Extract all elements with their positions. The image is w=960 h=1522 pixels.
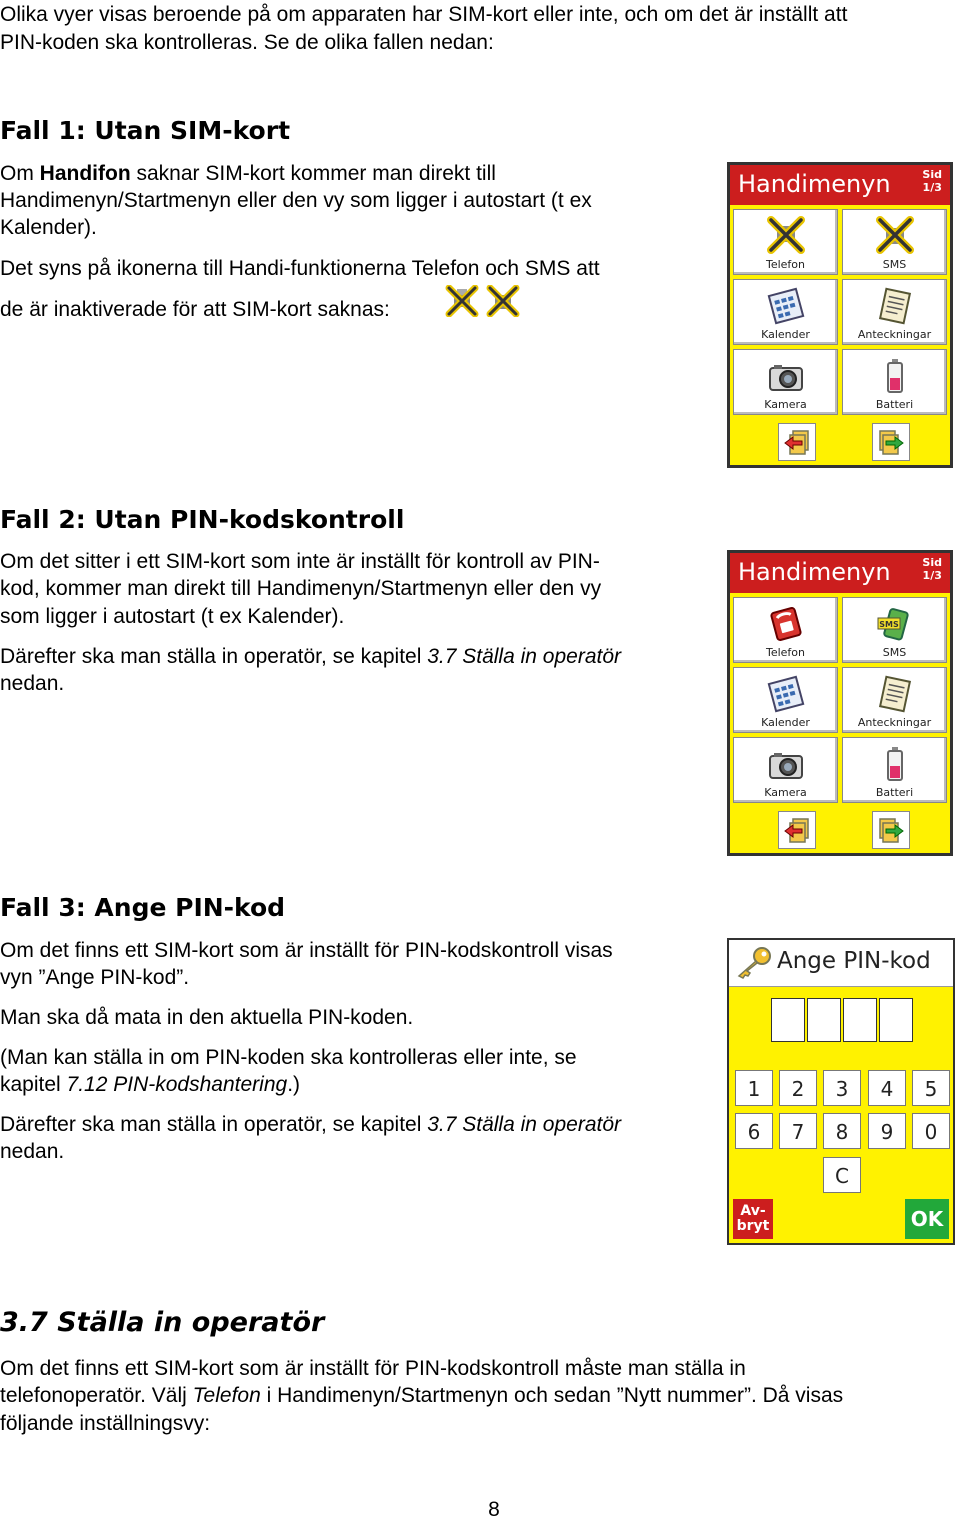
pin-digit-1: [771, 998, 805, 1042]
case1-p1-line1: Om Handifon saknar SIM-kort kommer man direkt till: [0, 162, 496, 185]
section37-line2: telefonoperatör. Välj Telefon i Handimenyn/Startmenyn och sedan ”Nytt nummer”. Då visas: [0, 1384, 844, 1407]
arrow-left-icon: [782, 815, 812, 845]
case3-p2: Man ska då mata in den aktuella PIN-koden.: [0, 1006, 414, 1029]
case3-p4-line1: Därefter ska man ställa in operatör, se kapitel 3.7 Ställa in operatör: [0, 1113, 622, 1136]
case1-p2-line2: de är inaktiverade för att SIM-kort saknas:: [0, 298, 390, 321]
case2-p1-line3: som ligger i autostart (t ex Kalender).: [0, 605, 345, 628]
case1-p2-line1: Det syns på ikonerna till Handi-funktionerna Telefon och SMS att: [0, 257, 600, 280]
menu-title: Handimenyn: [738, 558, 891, 586]
battery-icon: [875, 744, 915, 784]
key-7[interactable]: 7: [779, 1113, 817, 1149]
tile-kalender[interactable]: Kalender: [733, 279, 838, 345]
arrow-left-icon: [782, 427, 812, 457]
key-icon: [735, 946, 773, 980]
notes-icon: [875, 286, 915, 326]
case3-p3-line2: kapitel 7.12 PIN-kodshantering.): [0, 1073, 301, 1096]
svg-text:SMS: SMS: [878, 620, 899, 629]
case2-p2-line1: Därefter ska man ställa in operatör, se kapitel 3.7 Ställa in operatör: [0, 645, 622, 668]
notes-icon: [875, 674, 915, 714]
intro-line-2: PIN-koden ska kontrolleras. Se de olika fallen nedan:: [0, 31, 494, 54]
case3-p4-line2: nedan.: [0, 1140, 65, 1163]
case3-p1-line2: vyn ”Ange PIN-kod”.: [0, 966, 190, 989]
tile-batteri[interactable]: Batteri: [842, 737, 947, 803]
case1-p1-line2: Handimenyn/Startmenyn eller den vy som ligger i autostart (t ex: [0, 189, 592, 212]
calendar-icon: [766, 674, 806, 714]
battery-icon: [875, 356, 915, 396]
handimenu-screen-no-sim: [727, 162, 953, 468]
handimenu-screen-with-sim: [727, 550, 953, 856]
case2-p2-line2: nedan.: [0, 672, 65, 695]
phone-disabled-icon: [766, 216, 806, 256]
section-3-7-heading: 3.7 Ställa in operatör: [0, 1307, 325, 1338]
pin-digit-3: [843, 998, 877, 1042]
case2-heading: Fall 2: Utan PIN-kodskontroll: [0, 505, 405, 534]
case3-heading: Fall 3: Ange PIN-kod: [0, 893, 286, 922]
page-indicator: Sid 1/3: [922, 168, 942, 194]
tile-batteri[interactable]: Batteri: [842, 349, 947, 415]
arrow-right-icon: [876, 815, 906, 845]
sms-icon: [875, 604, 915, 644]
tile-telefon-disabled[interactable]: Telefon: [733, 209, 838, 275]
next-page-button[interactable]: [872, 811, 910, 849]
tile-kalender[interactable]: Kalender: [733, 667, 838, 733]
camera-icon: [766, 744, 806, 784]
menu-title: Handimenyn: [738, 170, 891, 198]
key-2[interactable]: 2: [779, 1070, 817, 1106]
case1-heading: Fall 1: Utan SIM-kort: [0, 116, 291, 145]
pin-entry-screen: [727, 938, 955, 1245]
case3-p1-line1: Om det finns ett SIM-kort som är inställt för PIN-kodskontroll visas: [0, 939, 613, 962]
key-4[interactable]: 4: [868, 1070, 906, 1106]
prev-page-button[interactable]: [778, 423, 816, 461]
intro-line-1: Olika vyer visas beroende på om apparaten har SIM-kort eller inte, och om det är inställt att: [0, 3, 848, 26]
camera-icon: [766, 356, 806, 396]
pin-digit-4: [879, 998, 913, 1042]
pin-header: [729, 940, 953, 987]
phone-disabled-icon: [445, 285, 479, 317]
cancel-button[interactable]: Av- bryt: [733, 1199, 773, 1239]
key-1[interactable]: 1: [735, 1070, 773, 1106]
sms-disabled-icon: [875, 216, 915, 256]
section37-line3: följande inställningsvy:: [0, 1412, 211, 1435]
case3-p3-line1: (Man kan ställa in om PIN-koden ska kontrolleras eller inte, se: [0, 1046, 577, 1069]
tile-sms[interactable]: SMS SMS: [842, 597, 947, 663]
menu-header: [730, 553, 950, 593]
calendar-icon: [766, 286, 806, 326]
arrow-right-icon: [876, 427, 906, 457]
key-9[interactable]: 9: [868, 1113, 906, 1149]
tile-anteckningar[interactable]: Anteckningar: [842, 279, 947, 345]
key-3[interactable]: 3: [823, 1070, 861, 1106]
pin-title: Ange PIN-kod: [777, 948, 931, 974]
key-0[interactable]: 0: [912, 1113, 950, 1149]
key-6[interactable]: 6: [735, 1113, 773, 1149]
case1-p1-line3: Kalender).: [0, 216, 97, 239]
next-page-button[interactable]: [872, 423, 910, 461]
section37-line1: Om det finns ett SIM-kort som är inställt för PIN-kodskontroll måste man ställa in: [0, 1357, 746, 1380]
phone-icon: [766, 604, 806, 644]
tile-kamera[interactable]: Kamera: [733, 349, 838, 415]
prev-page-button[interactable]: [778, 811, 816, 849]
tile-kamera[interactable]: Kamera: [733, 737, 838, 803]
tile-telefon[interactable]: Telefon: [733, 597, 838, 663]
tile-sms-disabled[interactable]: SMS: [842, 209, 947, 275]
key-clear[interactable]: C: [823, 1157, 861, 1193]
page-indicator: Sid 1/3: [922, 556, 942, 582]
key-8[interactable]: 8: [823, 1113, 861, 1149]
key-5[interactable]: 5: [912, 1070, 950, 1106]
case2-p1-line2: kod, kommer man direkt till Handimenyn/Startmenyn eller den vy: [0, 577, 602, 600]
tile-anteckningar[interactable]: Anteckningar: [842, 667, 947, 733]
sms-disabled-icon: [486, 285, 520, 317]
menu-header: [730, 165, 950, 205]
pin-digit-2: [807, 998, 841, 1042]
ok-button[interactable]: OK: [905, 1199, 949, 1239]
page-number: 8: [488, 1498, 500, 1521]
case2-p1-line1: Om det sitter i ett SIM-kort som inte är inställt för kontroll av PIN-: [0, 550, 600, 573]
